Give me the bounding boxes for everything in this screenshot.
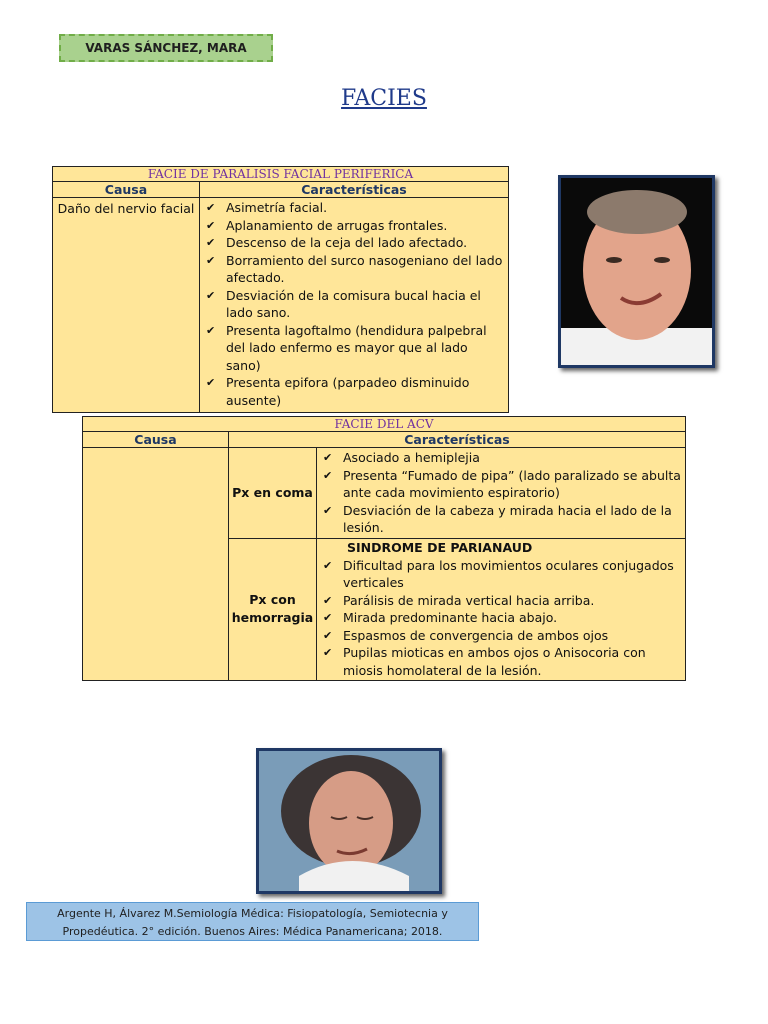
t2r1-item: ✔ Pupilas mioticas en ambos ojos o Anisocoria con miosis homolateral de la lesión. <box>343 644 681 679</box>
coma-features-list <box>317 448 685 538</box>
woman-face-photo <box>256 748 442 894</box>
reference-box: Argente H, Álvarez M.Semiología Médica: Fisiopatología, Semiotecnia y Propedéutica. 2° edición. Buenos Aires: Médica Panamericana; 2018. <box>26 902 479 941</box>
author-label: VARAS SÁNCHEZ, MARA <box>59 34 273 62</box>
table2-cause-cell <box>83 448 229 681</box>
row-hemorrhage-label: Px con hemorragia <box>229 538 317 681</box>
row-coma-features <box>317 448 686 539</box>
t1-item: ✔ Desviación de la comisura bucal hacia el lado sano. <box>226 287 504 322</box>
t2r0-item: ✔ Desviación de la cabeza y mirada hacia el lado de la lesión. <box>343 502 681 537</box>
acv-table <box>82 416 686 681</box>
t1-item: ✔ Presenta lagoftalmo (hendidura palpebral del lado enfermo es mayor que al lado sano) <box>226 322 504 375</box>
table1-features-list <box>200 198 508 410</box>
page-title: FACIES <box>341 86 427 111</box>
row-hemorrhage-features <box>317 538 686 681</box>
t1-item: ✔ Aplanamiento de arrugas frontales. <box>226 217 504 235</box>
facial-paralysis-table <box>52 166 509 413</box>
t1-item: ✔ Presenta epifora (parpadeo disminuido ausente) <box>226 374 504 409</box>
t2r1-item: ✔ Mirada predominante hacia abajo. <box>343 609 681 627</box>
t1-item: ✔ Descenso de la ceja del lado afectado. <box>226 234 504 252</box>
row-coma-label: Px en coma <box>229 448 317 539</box>
t2r1-item: ✔ Dificultad para los movimientos oculares conjugados verticales <box>343 557 681 592</box>
table2-title: FACIE DEL ACV <box>83 417 686 432</box>
table1-features-cell <box>200 198 509 413</box>
table1-cause-header: Causa <box>53 182 200 198</box>
t2r1-item: ✔ Espasmos de convergencia de ambos ojos <box>343 627 681 645</box>
woman-face-image <box>259 751 439 891</box>
table1-title: FACIE DE PARALISIS FACIAL PERIFERICA <box>53 167 509 182</box>
parinaud-heading: SINDROME DE PARIANAUD <box>347 539 533 555</box>
table1-features-header: Características <box>200 182 509 198</box>
t1-item: ✔ Asimetría facial. <box>226 199 504 217</box>
table2-cause-header: Causa <box>83 432 229 448</box>
t1-item: ✔ Borramiento del surco nasogeniano del lado afectado. <box>226 252 504 287</box>
table1-cause: Daño del nervio facial <box>53 198 200 413</box>
hemorrhage-features-list <box>317 556 685 681</box>
t2r0-item: ✔ Presenta “Fumado de pipa” (lado paralizado se abulta ante cada movimiento espiratorio) <box>343 467 681 502</box>
table2-features-header: Características <box>229 432 686 448</box>
t2r1-item: ✔ Parálisis de mirada vertical hacia arriba. <box>343 592 681 610</box>
t2r0-item: ✔ Asociado a hemiplejia <box>343 449 681 467</box>
man-face-image <box>561 178 712 365</box>
man-face-photo <box>558 175 715 368</box>
